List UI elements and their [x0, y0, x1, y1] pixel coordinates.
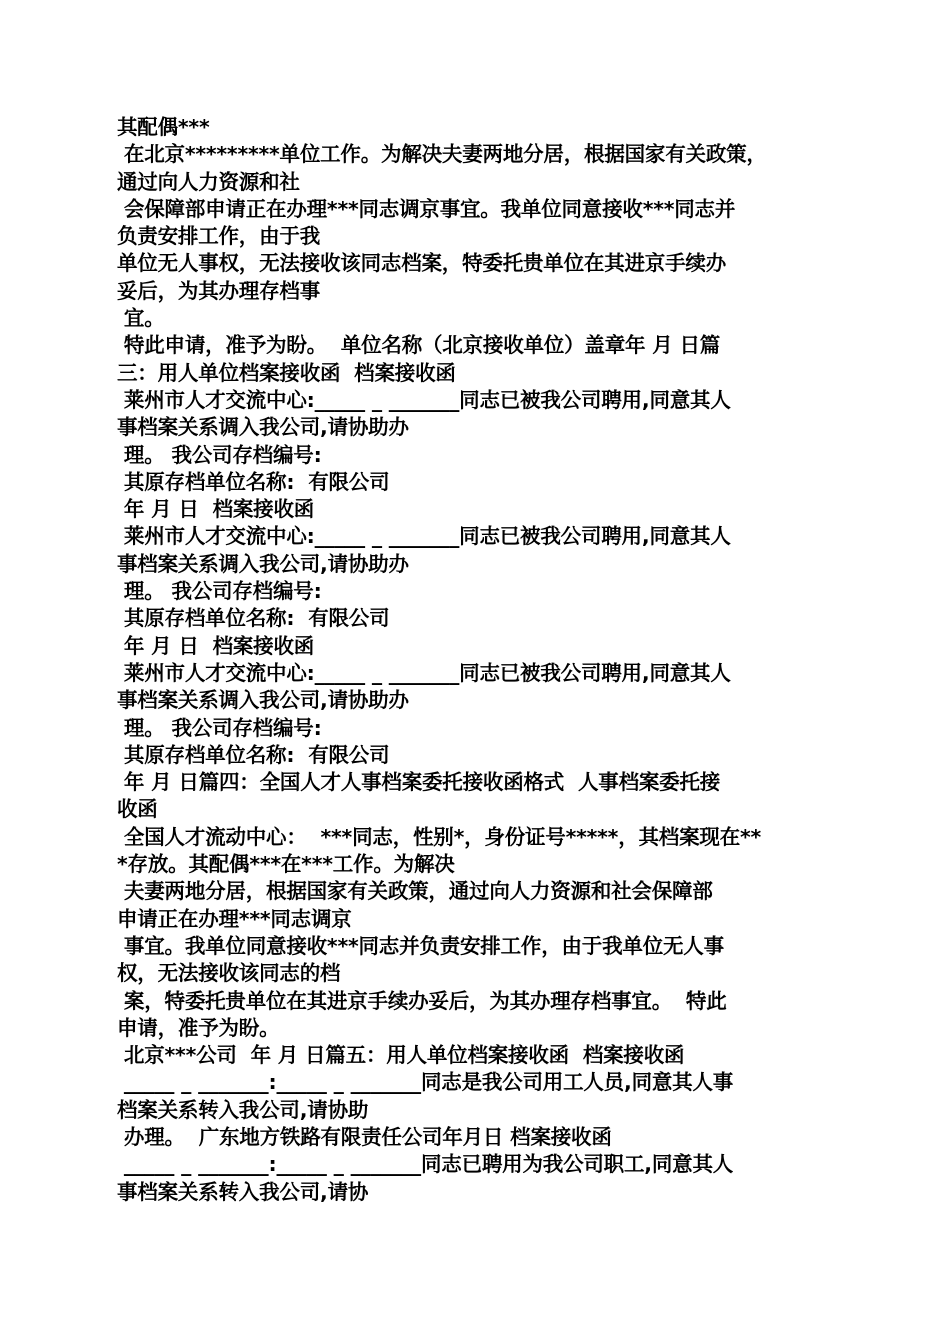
text-line: _____ _ _______:_____ _ _______同志是我公司用工人员,同意其人事 — [117, 1070, 734, 1095]
text-line: 宜。 — [117, 306, 165, 331]
text-line: 在北京*********单位工作。为解决夫妻两地分居，根据国家有关政策， — [117, 142, 767, 167]
text-line: 事宜。我单位同意接收***同志并负责安排工作，由于我单位无人事 — [117, 933, 724, 958]
text-line: 莱州市人才交流中心:_____ _ _______同志已被我公司聘用,同意其人 — [117, 524, 731, 549]
text-line: 妥后，为其办理存档事 — [117, 278, 320, 303]
text-line: 申请正在办理***同志调京 — [117, 906, 352, 931]
text-line: 其原存档单位名称: 有限公司 — [117, 606, 390, 631]
text-line: 北京***公司 年 月 日篇五：用人单位档案接收函 档案接收函 — [117, 1043, 685, 1068]
text-line: 事档案关系调入我公司,请协助办 — [117, 551, 409, 576]
text-line: 年 月 日 档案接收函 — [117, 497, 315, 522]
text-line: 事档案关系调入我公司,请协助办 — [117, 688, 409, 713]
text-line: 通过向人力资源和社 — [117, 169, 300, 194]
text-line: 会保障部申请正在办理***同志调京事宜。我单位同意接收***同志并 — [117, 196, 736, 221]
text-line: 年 月 日篇四：全国人才人事档案委托接收函格式 人事档案委托接 — [117, 770, 721, 795]
text-line: 全国人才流动中心： ***同志，性别*，身份证号*****，其档案现在** — [117, 824, 762, 849]
document-body — [117, 114, 837, 1206]
text-line: 夫妻两地分居，根据国家有关政策，通过向人力资源和社会保障部 — [117, 879, 713, 904]
text-line: 理。 我公司存档编号: — [117, 579, 322, 604]
text-line: 三：用人单位档案接收函 档案接收函 — [117, 360, 456, 385]
text-line: 理。 我公司存档编号: — [117, 715, 322, 740]
text-line: 事档案关系转入我公司,请协 — [117, 1179, 369, 1204]
text-line: 负责安排工作，由于我 — [117, 224, 320, 249]
text-line: 其配偶*** — [117, 115, 210, 139]
text-line: *存放。其配偶***在***工作。为解决 — [117, 852, 455, 877]
text-line: _____ _ _______:_____ _ _______同志已聘用为我公司职工,同意其人 — [117, 1152, 734, 1177]
text-line: 案，特委托贵单位在其进京手续办妥后，为其办理存档事宜。 特此 — [117, 988, 727, 1013]
text-line: 收函 — [117, 797, 158, 822]
text-line: 其原存档单位名称: 有限公司 — [117, 742, 390, 767]
text-line: 理。 我公司存档编号: — [117, 442, 322, 467]
text-line: 档案关系转入我公司,请协助 — [117, 1097, 369, 1122]
text-line: 莱州市人才交流中心:_____ _ _______同志已被我公司聘用,同意其人 — [117, 387, 731, 412]
text-line: 特此申请，准予为盼。 单位名称（北京接收单位）盖章年 月 日篇 — [117, 333, 721, 358]
text-line: 单位无人事权，无法接收该同志档案，特委托贵单位在其进京手续办 — [117, 251, 726, 276]
text-line: 年 月 日 档案接收函 — [117, 633, 315, 658]
text-line: 其原存档单位名称: 有限公司 — [117, 469, 390, 494]
text-line: 权，无法接收该同志的档 — [117, 961, 341, 986]
text-line: 办理。 广东地方铁路有限责任公司年月日 档案接收函 — [117, 1124, 612, 1149]
text-line: 申请，准予为盼。 — [117, 1015, 280, 1040]
text-line: 莱州市人才交流中心:_____ _ _______同志已被我公司聘用,同意其人 — [117, 660, 731, 685]
text-line: 事档案关系调入我公司,请协助办 — [117, 415, 409, 440]
